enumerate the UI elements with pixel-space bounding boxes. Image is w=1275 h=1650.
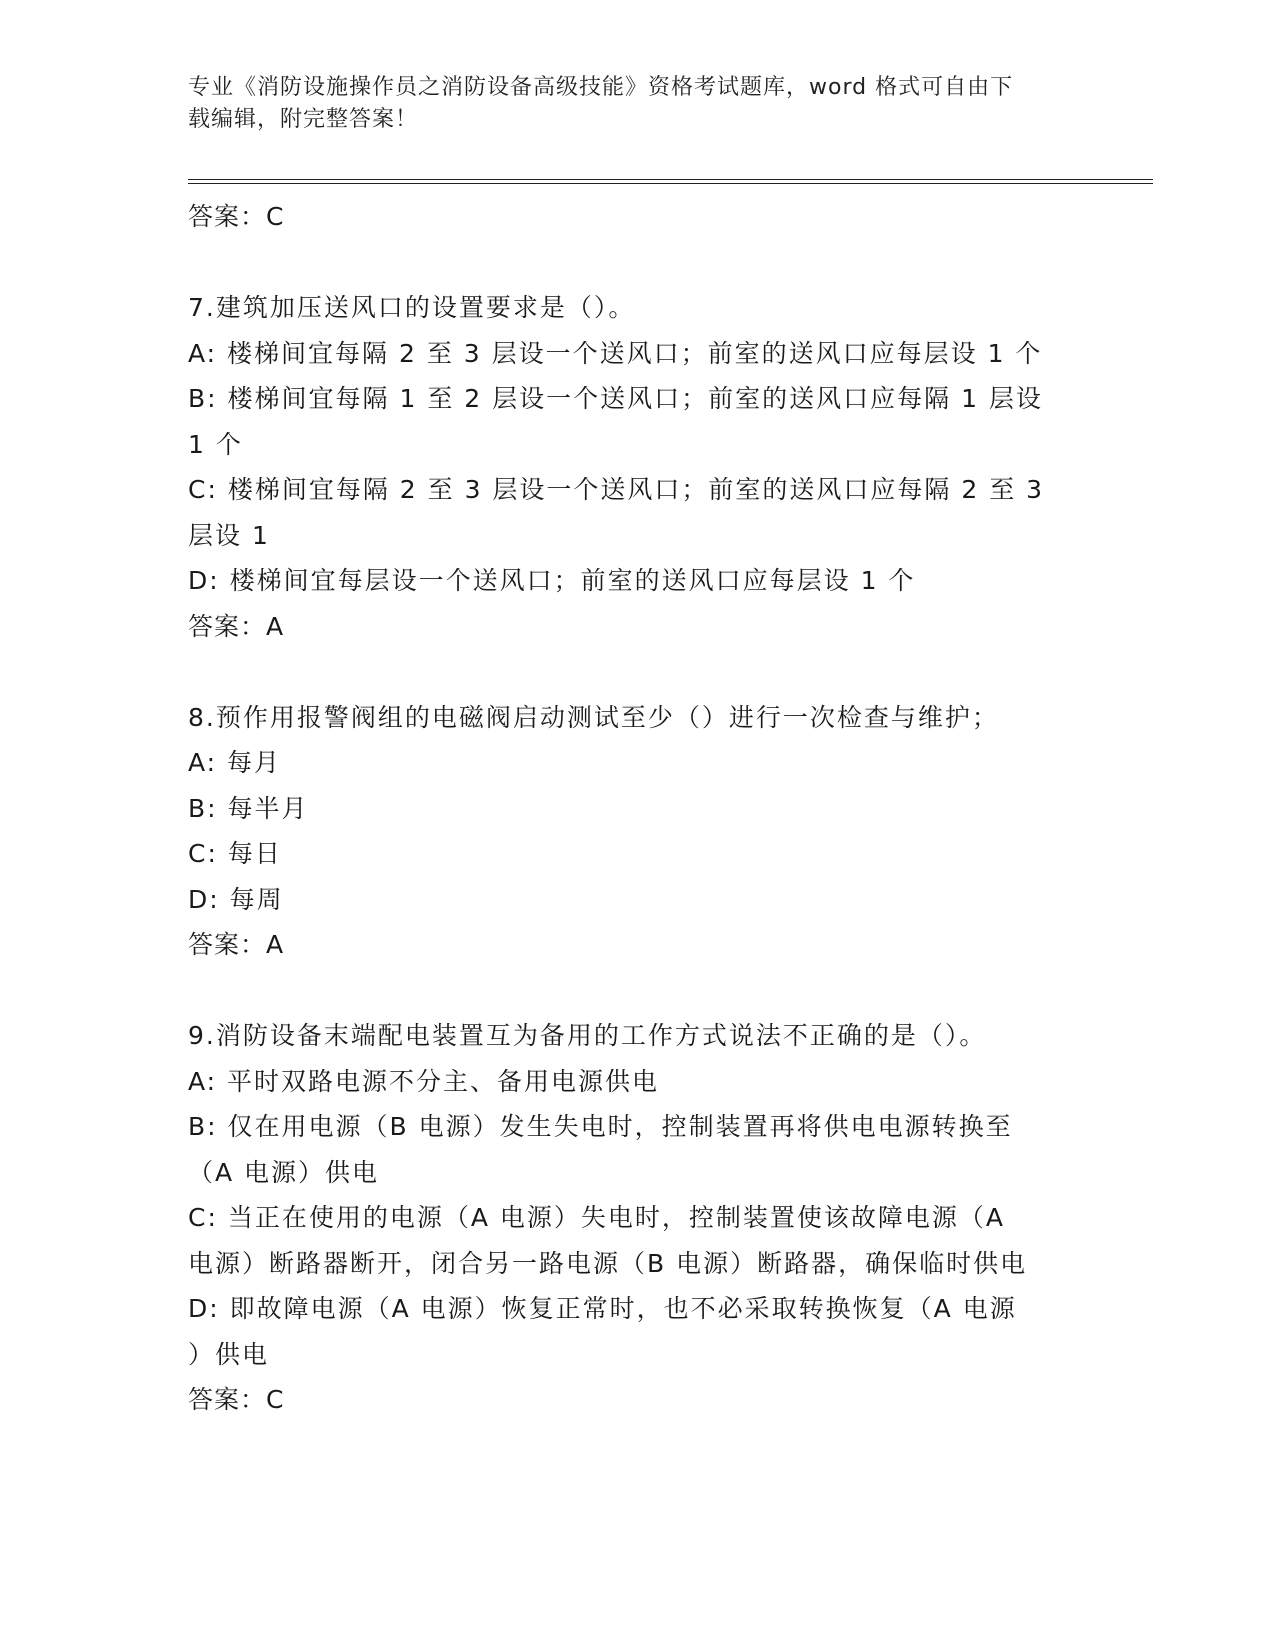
question-9 [188, 1013, 1088, 1423]
question-7-option-c: C: 楼梯间宜每隔 2 至 3 层设一个送风口；前室的送风口应每隔 2 至 3 [188, 475, 1045, 504]
header-line-1: 专业《消防设施操作员之消防设备高级技能》资格考试题库，word 格式可自由下 [188, 75, 1014, 100]
question-9-option-c: C: 当正在使用的电源（A 电源）失电时，控制装置使该故障电源（A [188, 1203, 1005, 1232]
question-8 [188, 695, 1088, 968]
question-7 [188, 285, 1088, 649]
document-header [188, 72, 1088, 136]
header-line-2: 载编辑，附完整答案！ [188, 107, 419, 132]
question-9-option-a: A: 平时双路电源不分主、备用电源供电 [188, 1066, 660, 1096]
question-9-option-d: D: 即故障电源（A 电源）恢复正常时，也不必采取转换恢复（A 电源 [188, 1294, 1017, 1323]
question-7-option-a: A: 楼梯间宜每隔 2 至 3 层设一个送风口；前室的送风口应每层设 1 个 [188, 338, 1043, 368]
question-9-answer: 答案：C [188, 1385, 285, 1414]
question-8-answer: 答案：A [188, 930, 285, 959]
question-7-title: 7.建筑加压送风口的设置要求是（）。 [188, 293, 636, 322]
question-9-option-b: B: 仅在用电源（B 电源）发生失电时，控制装置再将供电电源转换至 [188, 1112, 1013, 1141]
question-9-title: 9.消防设备末端配电装置互为备用的工作方式说法不正确的是（）。 [188, 1021, 987, 1050]
question-9-option-c-cont: 电源）断路器断开，闭合另一路电源（B 电源）断路器，确保临时供电 [188, 1248, 1028, 1278]
question-7-option-b: B: 楼梯间宜每隔 1 至 2 层设一个送风口；前室的送风口应每隔 1 层设 [188, 384, 1043, 413]
question-8-title: 8.预作用报警阀组的电磁阀启动测试至少（）进行一次检查与维护； [188, 702, 999, 732]
question-7-option-d: D: 楼梯间宜每层设一个送风口；前室的送风口应每层设 1 个 [188, 566, 916, 595]
question-8-option-d: D: 每周 [188, 884, 284, 914]
question-7-answer: 答案：A [188, 611, 285, 641]
question-8-option-a: A: 每月 [188, 748, 282, 777]
question-9-option-d-cont: ）供电 [188, 1339, 270, 1369]
question-8-option-b: B: 每半月 [188, 793, 309, 823]
header-divider [188, 179, 1153, 184]
question-9-option-b-cont: （A 电源）供电 [188, 1157, 380, 1187]
question-7-option-c-cont: 层设 1 [188, 520, 270, 550]
question-list [188, 194, 1088, 1423]
question-8-option-c: C: 每日 [188, 839, 282, 868]
previous-answer: 答案：C [188, 202, 285, 231]
question-7-option-b-cont: 1 个 [188, 429, 243, 459]
